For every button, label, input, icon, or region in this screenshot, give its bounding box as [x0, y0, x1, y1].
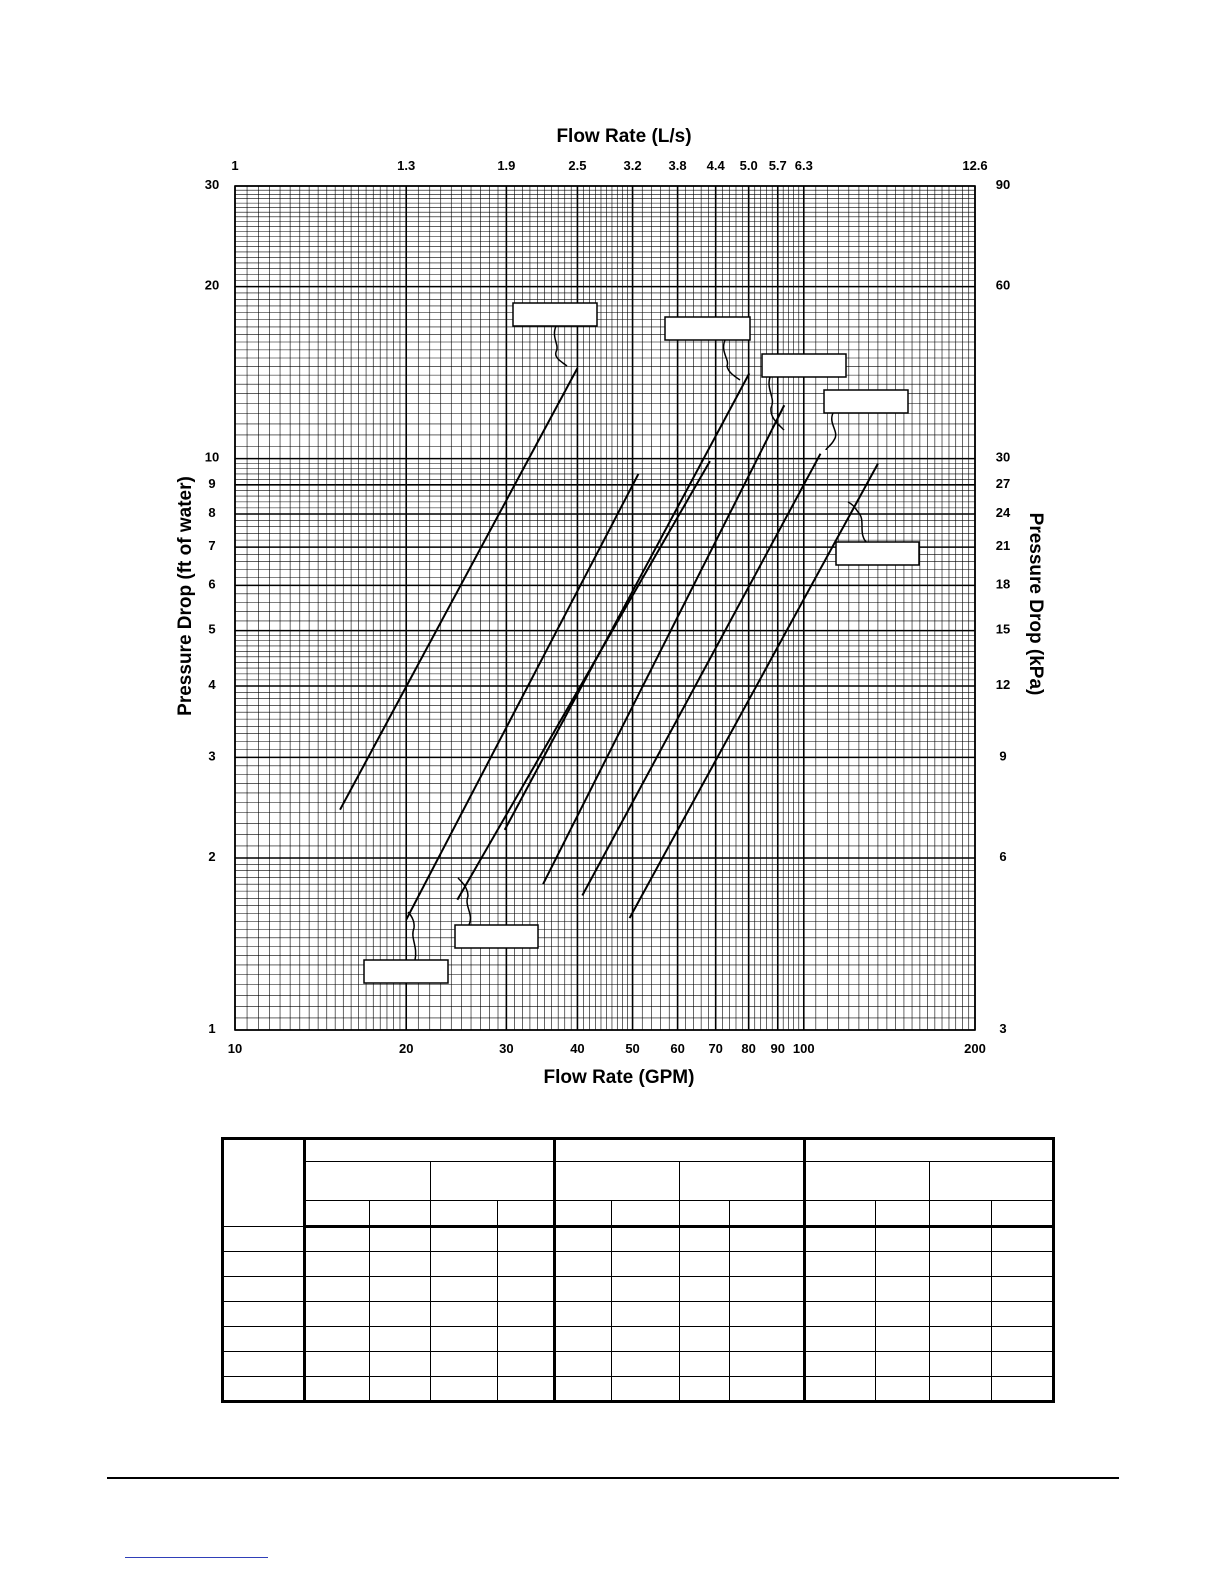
callout-box-6 — [455, 925, 538, 948]
x2-tick-label: 5.0 — [739, 158, 758, 173]
bottom-axis-title: Flow Rate (GPM) — [543, 1067, 695, 1088]
y2-tick-label: 15 — [995, 621, 1011, 637]
table-row — [223, 1327, 1054, 1352]
y-tick-label: 20 — [204, 277, 220, 293]
x-tick-label: 200 — [964, 1041, 986, 1056]
y2-tick-label: 90 — [995, 177, 1011, 192]
x-tick-label: 40 — [570, 1041, 585, 1056]
table-cell — [612, 1201, 680, 1227]
callout-leader-6 — [458, 878, 470, 925]
y-tick-label: 1 — [208, 1021, 216, 1036]
y2-tick-label: 27 — [995, 475, 1011, 491]
y-tick-label: 9 — [208, 475, 216, 491]
y-tick-label: 4 — [208, 676, 216, 692]
y-tick-label: 5 — [208, 621, 216, 637]
y2-tick-label: 24 — [995, 504, 1011, 520]
callout-leader-2 — [724, 340, 740, 380]
callout-box-4 — [824, 390, 908, 413]
x-tick-label: 30 — [499, 1041, 514, 1056]
y-axis-ticks — [205, 177, 219, 1036]
data-table — [221, 1137, 1055, 1403]
table-cell — [930, 1162, 1054, 1201]
x-tick-label: 70 — [708, 1041, 723, 1056]
table-cell — [555, 1201, 612, 1227]
callout-box-5 — [836, 542, 919, 565]
x2-tick-label: 4.4 — [706, 158, 725, 173]
table-cell — [305, 1162, 431, 1201]
callout-box-2 — [665, 317, 750, 340]
series-line-4 — [505, 373, 750, 830]
x2-tick-label: 3.2 — [623, 158, 642, 173]
table-cell — [305, 1139, 555, 1162]
table-cell — [498, 1201, 555, 1227]
left-axis-title: Pressure Drop (ft of water) — [175, 476, 196, 716]
table-cell — [680, 1162, 805, 1201]
x-tick-label: 60 — [670, 1041, 685, 1056]
table-row — [223, 1227, 1054, 1252]
table-header-row — [223, 1139, 1054, 1162]
callout-labels — [364, 303, 919, 983]
table-cell — [992, 1201, 1054, 1227]
callout-box-3 — [762, 354, 846, 377]
table-cell — [730, 1201, 805, 1227]
y-tick-label: 7 — [208, 538, 216, 554]
x2-tick-label: 2.5 — [568, 158, 587, 173]
y2-tick-label: 6 — [999, 848, 1007, 864]
y2-tick-label: 30 — [995, 449, 1011, 465]
y2-tick-label: 9 — [999, 748, 1007, 764]
right-axis-title: Pressure Drop (kPa) — [1025, 512, 1046, 696]
y2-tick-label: 18 — [995, 576, 1011, 592]
x2-tick-label: 1.3 — [397, 158, 416, 173]
callout-box-7 — [364, 960, 448, 983]
footer-link-underline — [125, 1557, 268, 1558]
callout-leader-1 — [554, 326, 567, 366]
y-tick-label: 3 — [208, 748, 216, 764]
table-cell — [555, 1139, 805, 1162]
footer-divider — [107, 1477, 1119, 1479]
y-tick-label: 30 — [204, 177, 220, 192]
x-axis-ticks — [228, 1041, 986, 1056]
table-cell — [876, 1201, 930, 1227]
y-tick-label: 2 — [208, 848, 216, 864]
x2-tick-label: 6.3 — [794, 158, 813, 173]
x2-axis-ticks — [231, 158, 987, 173]
y-tick-label: 8 — [208, 504, 216, 520]
table-cell — [930, 1201, 992, 1227]
table-header-row — [223, 1162, 1054, 1201]
table-row — [223, 1377, 1054, 1402]
x-tick-label: 80 — [741, 1041, 756, 1056]
table-row — [223, 1352, 1054, 1377]
x2-tick-label: 5.7 — [768, 158, 787, 173]
x-tick-label: 90 — [770, 1041, 785, 1056]
x-tick-label: 50 — [625, 1041, 640, 1056]
callout-leader-7 — [408, 912, 416, 960]
callout-box-1 — [513, 303, 597, 326]
y2-tick-label: 3 — [999, 1021, 1007, 1036]
table-row — [223, 1277, 1054, 1302]
flow-curves — [340, 368, 878, 920]
minor-gridlines — [235, 186, 975, 1030]
table-cell — [305, 1201, 370, 1227]
series-line-1 — [340, 368, 577, 810]
x2-tick-label: 1.9 — [497, 158, 516, 173]
y-tick-label: 6 — [208, 576, 216, 592]
y2-tick-label: 60 — [995, 277, 1011, 293]
x2-tick-label: 1 — [231, 158, 239, 173]
series-line-7 — [630, 464, 878, 918]
table-cell — [805, 1162, 930, 1201]
y2-tick-label: 12 — [995, 676, 1011, 692]
x2-tick-label: 12.6 — [962, 158, 988, 173]
table-row — [223, 1252, 1054, 1277]
table-cell — [680, 1201, 730, 1227]
x2-tick-label: 3.8 — [668, 158, 687, 173]
y2-tick-label: 21 — [995, 538, 1011, 554]
table-cell — [431, 1162, 555, 1201]
table-cell — [223, 1139, 305, 1227]
x-tick-label: 20 — [398, 1041, 414, 1056]
table-cell — [805, 1139, 1054, 1162]
x-tick-label: 10 — [227, 1041, 243, 1056]
y-tick-label: 10 — [204, 449, 220, 465]
top-axis-title: Flow Rate (L/s) — [556, 126, 692, 147]
table-row — [223, 1302, 1054, 1327]
table-cell — [431, 1201, 498, 1227]
table-cell — [370, 1201, 431, 1227]
table-cell — [805, 1201, 876, 1227]
table-header-row — [223, 1201, 1054, 1227]
table-cell — [555, 1162, 680, 1201]
x-tick-label: 100 — [792, 1041, 815, 1056]
y2-axis-ticks — [996, 177, 1011, 1036]
